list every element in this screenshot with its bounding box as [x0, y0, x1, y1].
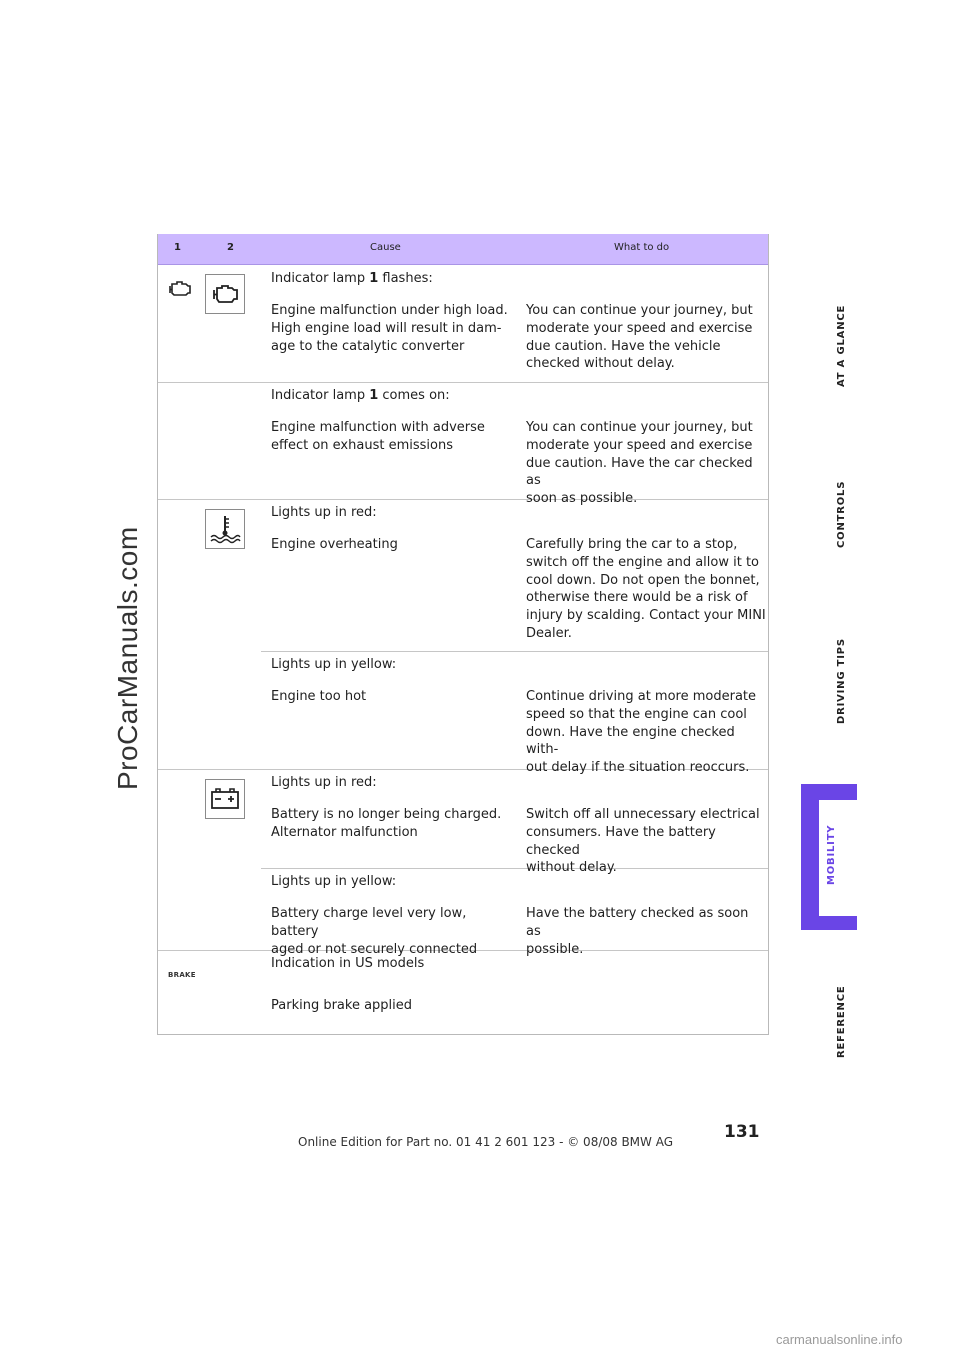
battery-icon-box: [205, 779, 245, 819]
row-action: Continue driving at more moderate speed so that the engine can cool down. Have the engine checked with- out delay if the situation reoccurs.: [526, 689, 757, 776]
row-action: Switch off all unnecessary electrical consumers. Have the battery checked without delay.: [526, 807, 760, 876]
row-condition: Lights up in red:: [271, 505, 377, 520]
row-condition: Lights up in red:: [271, 775, 377, 790]
brake-icon: BRAKE: [168, 971, 196, 979]
row-cause: Engine malfunction under high load. High engine load will result in dam- age to the catalytic converter: [271, 303, 508, 354]
indicator-table: [157, 234, 769, 1035]
battery-icon: [206, 780, 244, 818]
nav-label: CONTROLS: [836, 480, 847, 548]
engine-check-icon-box: [205, 274, 245, 314]
row-condition: Lights up in yellow:: [271, 874, 397, 889]
row-action: Carefully bring the car to a stop, switch off the engine and allow it to cool down. Do not open the bonnet, otherwise there would be a risk of injury by scalding. Contact your MINI Dealer.: [526, 537, 766, 641]
row-action: You can continue your journey, but moderate your speed and exercise due caution. Have the vehicle checked without delay.: [526, 303, 753, 372]
header-col-1: 1: [174, 242, 181, 253]
edition-footer: Online Edition for Part no. 01 41 2 601 123 - © 08/08 BMW AG: [298, 1135, 674, 1149]
engine-check-icon: [168, 280, 192, 302]
engine-check-icon: [206, 275, 244, 313]
header-what-to-do: What to do: [614, 242, 670, 253]
page-number: 131: [724, 1122, 760, 1142]
site-watermark: carmanualsonline.info: [776, 1332, 903, 1347]
row-cause: Engine overheating: [271, 537, 398, 552]
nav-label: DRIVING TIPS: [836, 638, 847, 724]
side-nav: [800, 300, 860, 1080]
row-cause: Battery charge level very low, battery aged or not securely connected: [271, 906, 478, 957]
row-cause: Engine malfunction with adverse effect on exhaust emissions: [271, 420, 485, 453]
row-condition: Indication in US models: [271, 956, 425, 971]
row-cause: Parking brake applied: [271, 998, 413, 1013]
nav-tab-mobility[interactable]: MOBILITY: [826, 824, 837, 885]
row-action: Have the battery checked as soon as possible.: [526, 906, 749, 957]
coolant-temperature-icon: [206, 510, 244, 548]
header-cause: Cause: [370, 242, 401, 253]
row-cause: Battery is no longer being charged. Alternator malfunction: [271, 807, 502, 840]
row-condition: Lights up in yellow:: [271, 657, 397, 672]
row-condition: Indicator lamp 1 flashes:: [271, 271, 433, 286]
nav-tab-mobility-inner: [819, 800, 857, 916]
row-cause: Engine too hot: [271, 689, 367, 704]
nav-label: AT A GLANCE: [836, 304, 847, 387]
table-header: [158, 234, 768, 265]
row-divider: [158, 382, 768, 383]
row-condition: Indicator lamp 1 comes on:: [271, 388, 450, 403]
coolant-temperature-icon-box: [205, 509, 245, 549]
row-divider: [261, 651, 768, 652]
nav-label: REFERENCE: [836, 985, 847, 1058]
header-col-2: 2: [227, 242, 234, 253]
row-action: You can continue your journey, but moderate your speed and exercise due caution. Have the car checked as soon as possible.: [526, 420, 753, 507]
